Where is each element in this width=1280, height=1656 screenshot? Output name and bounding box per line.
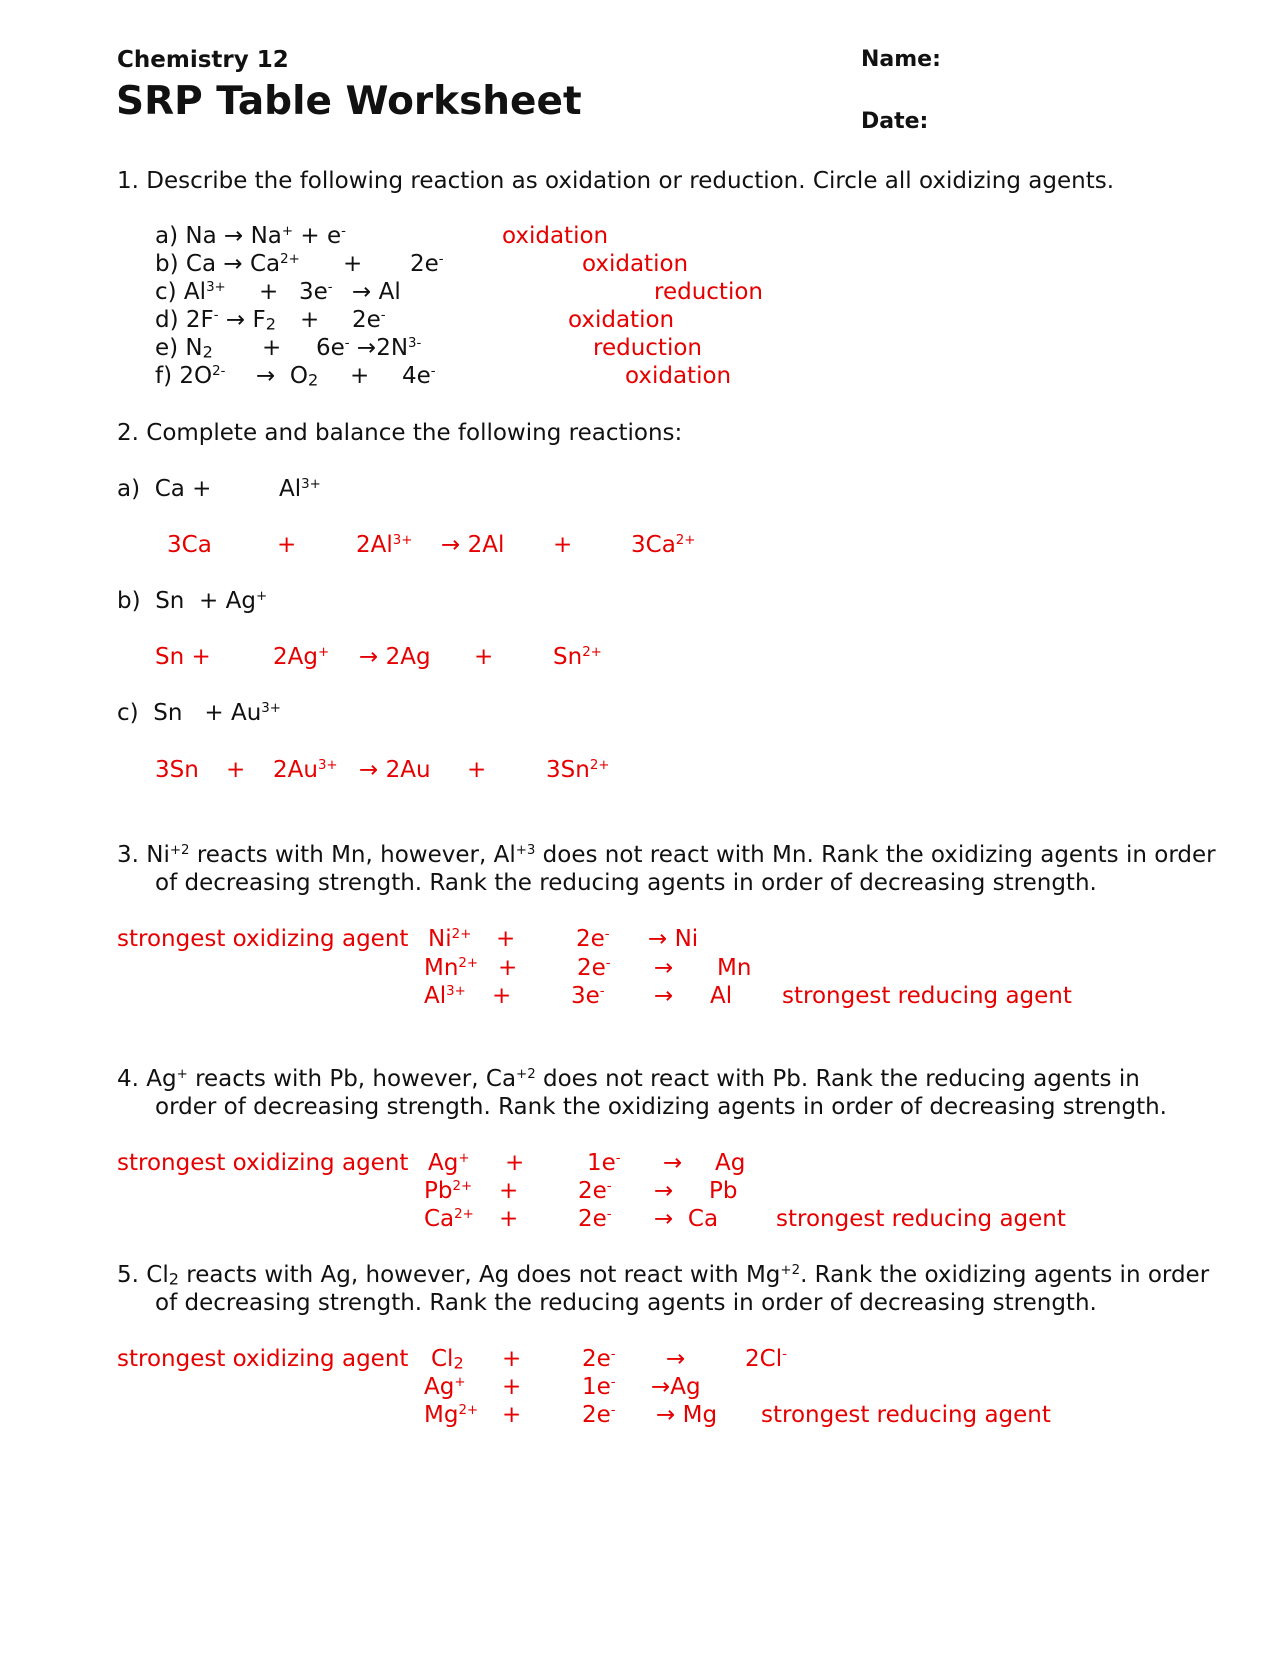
q3-row3-product: Al <box>710 983 733 1009</box>
q4-row2-ion: $Pb^{2+}$ <box>424 1178 473 1204</box>
q4-row1-electrons: 1e- <box>587 1150 621 1176</box>
q1-item-c-product: → Al <box>352 279 401 305</box>
q2-a-reactant: $Al^{3+}$ <box>279 476 321 502</box>
q2-b-answer-c2: 2Ag+ <box>273 644 330 670</box>
q5-row3-plus: + <box>502 1402 522 1428</box>
q4-row2-product: Pb <box>709 1178 738 1204</box>
q3-row1-plus: + <box>496 926 516 952</box>
name-label: Name: <box>861 47 941 72</box>
q2-c-answer-plus1: + <box>226 757 246 783</box>
q4-row3-electrons: 2e- <box>578 1206 612 1232</box>
q4-prompt-line1: 4. Ag+ reacts with Pb, however, $Ca^{+2}$ does not react with Pb. Rank the reducing agents in <box>117 1066 1140 1092</box>
q4-row3-plus: + <box>499 1206 519 1232</box>
q1-item-e-electrons: $6e^- \to 2N^{3-}$ <box>316 335 422 361</box>
q3-row3-plus: + <box>492 983 512 1009</box>
q5-row1-plus: + <box>502 1346 522 1372</box>
q5-row1-arrow: → <box>666 1346 686 1372</box>
q2-a-answer-c3: → 2Al <box>441 532 505 558</box>
q4-row1-plus: + <box>505 1150 525 1176</box>
q3-row2-electrons: 2e- <box>577 955 611 981</box>
q4-row2-electrons: 2e- <box>578 1178 612 1204</box>
q5-strongest-oxidizing-label: strongest oxidizing agent <box>117 1346 409 1372</box>
q4-row2-plus: + <box>499 1178 519 1204</box>
q1-item-b-plus: + <box>343 251 363 277</box>
q2-c-answer-c3: → 2Au <box>359 757 431 783</box>
q4-row3-product: → Ca <box>654 1206 719 1232</box>
q3-prompt-line1: 3. $Ni^{+2}$ reacts with Mn, however, $Al^{+3}$ does not react with Mn. Rank the oxidizing agents in order <box>117 842 1216 868</box>
q1-item-b-electrons: 2e- <box>410 251 444 277</box>
q1-item-f-plus: + <box>350 363 370 389</box>
q1-item-a: a) Na → Na+ + e- <box>155 223 346 249</box>
q4-strongest-oxidizing-label: strongest oxidizing agent <box>117 1150 409 1176</box>
course-name: Chemistry 12 <box>117 47 289 73</box>
q1-answer-a: oxidation <box>502 223 609 249</box>
q2-c-question: c) Sn + $Au^{3+}$ <box>117 700 281 726</box>
q2-c-answer-c1: 3Sn <box>155 757 199 783</box>
q3-row2-arrow: → <box>654 955 674 981</box>
q5-row2-ion: Ag+ <box>424 1374 466 1400</box>
q5-row2-electrons: 1e- <box>582 1374 616 1400</box>
q2-b-answer-c1: Sn + <box>155 644 211 670</box>
q5-row3-ion: $Mg^{2+}$ <box>424 1402 479 1428</box>
q1-answer-d: oxidation <box>568 307 675 333</box>
q3-row1-electrons: 2e- <box>576 926 610 952</box>
q3-row2-ion: $Mn^{2+}$ <box>424 955 479 981</box>
q2-b-question: b) Sn + Ag+ <box>117 588 268 614</box>
q2-c-answer-c2: $2Au^{3+}$ <box>273 757 338 783</box>
q2-a-answer-plus1: + <box>277 532 297 558</box>
q2-c-answer-plus2: + <box>467 757 487 783</box>
q2-a-answer-c2: $2Al^{3+}$ <box>356 532 413 558</box>
q1-item-d-electrons: 2e- <box>352 307 386 333</box>
q4-row1-arrow: → <box>663 1150 683 1176</box>
q2-b-answer-plus2: + <box>474 644 494 670</box>
q3-prompt-line2: of decreasing strength. Rank the reducing agents in order of decreasing strength. <box>155 870 1097 896</box>
q5-row1-ion: $Cl_2$ <box>431 1346 464 1373</box>
q5-row1-product: 2Cl- <box>745 1346 787 1372</box>
q1-answer-c: reduction <box>654 279 763 305</box>
q4-row2-arrow: → <box>654 1178 674 1204</box>
q5-row3-product: → Mg <box>656 1402 718 1428</box>
q3-strongest-oxidizing-label: strongest oxidizing agent <box>117 926 409 952</box>
q4-row1-product: Ag <box>715 1150 746 1176</box>
q2-b-answer-c4: $Sn^{2+}$ <box>553 644 602 670</box>
q3-row2-product: Mn <box>717 955 752 981</box>
q1-item-f-electrons: 4e- <box>402 363 436 389</box>
q1-item-c: c) $Al^{3+}$ <box>155 279 226 305</box>
q1-item-e: e) $N_2$ <box>155 335 213 362</box>
q4-row3-ion: $Ca^{2+}$ <box>424 1206 474 1232</box>
q1-answer-e: reduction <box>593 335 702 361</box>
q1-item-c-plus: + <box>259 279 279 305</box>
q3-row3-arrow: → <box>654 983 674 1009</box>
q1-prompt: 1. Describe the following reaction as oxidation or reduction. Circle all oxidizing agents. <box>117 168 1115 194</box>
q2-b-answer-c3: → 2Ag <box>359 644 431 670</box>
q1-answer-b: oxidation <box>582 251 689 277</box>
q5-row2-plus: + <box>502 1374 522 1400</box>
q1-item-d: d) $2F^- \to F_2$ <box>155 307 276 334</box>
q2-a-answer-c4: $3Ca^{2+}$ <box>631 532 696 558</box>
q1-item-d-plus: + <box>300 307 320 333</box>
q1-item-f: f) $2O^{2-}$ <box>155 363 226 389</box>
q3-row3-ion: $Al^{3+}$ <box>424 983 466 1009</box>
q2-a-answer-c1: 3Ca <box>167 532 212 558</box>
q5-strongest-reducing-label: strongest reducing agent <box>761 1402 1051 1428</box>
date-label: Date: <box>861 109 929 134</box>
q4-strongest-reducing-label: strongest reducing agent <box>776 1206 1066 1232</box>
q4-row1-ion: Ag+ <box>428 1150 470 1176</box>
q1-item-c-electrons: 3e- <box>299 279 333 305</box>
q3-row2-plus: + <box>498 955 518 981</box>
q3-row3-electrons: 3e- <box>571 983 605 1009</box>
q1-item-e-plus: + <box>262 335 282 361</box>
q3-row1-product: → Ni <box>648 926 699 952</box>
q5-row1-electrons: 2e- <box>582 1346 616 1372</box>
q1-item-b: b) $Ca \to Ca^{2+}$ <box>155 251 300 277</box>
q5-row2-product: →Ag <box>651 1374 701 1400</box>
q5-prompt-line1: 5. $Cl_2$ reacts with Ag, however, Ag does not react with $Mg^{+2}$. Rank the oxidizing agents in order <box>117 1262 1210 1289</box>
q1-item-f-product: → $O_2$ <box>256 363 319 390</box>
q5-row3-electrons: 2e- <box>582 1402 616 1428</box>
q2-prompt: 2. Complete and balance the following reactions: <box>117 420 683 446</box>
q2-a-answer-plus2: + <box>553 532 573 558</box>
q4-prompt-line2: order of decreasing strength. Rank the oxidizing agents in order of decreasing strength. <box>155 1094 1167 1120</box>
q3-strongest-reducing-label: strongest reducing agent <box>782 983 1072 1009</box>
page-title: SRP Table Worksheet <box>116 79 582 124</box>
q5-prompt-line2: of decreasing strength. Rank the reducing agents in order of decreasing strength. <box>155 1290 1097 1316</box>
q2-a-question: a) Ca + <box>117 476 212 502</box>
q2-c-answer-c4: $3Sn^{2+}$ <box>546 757 610 783</box>
q3-row1-ion: $Ni^{2+}$ <box>428 926 472 952</box>
q1-answer-f: oxidation <box>625 363 732 389</box>
